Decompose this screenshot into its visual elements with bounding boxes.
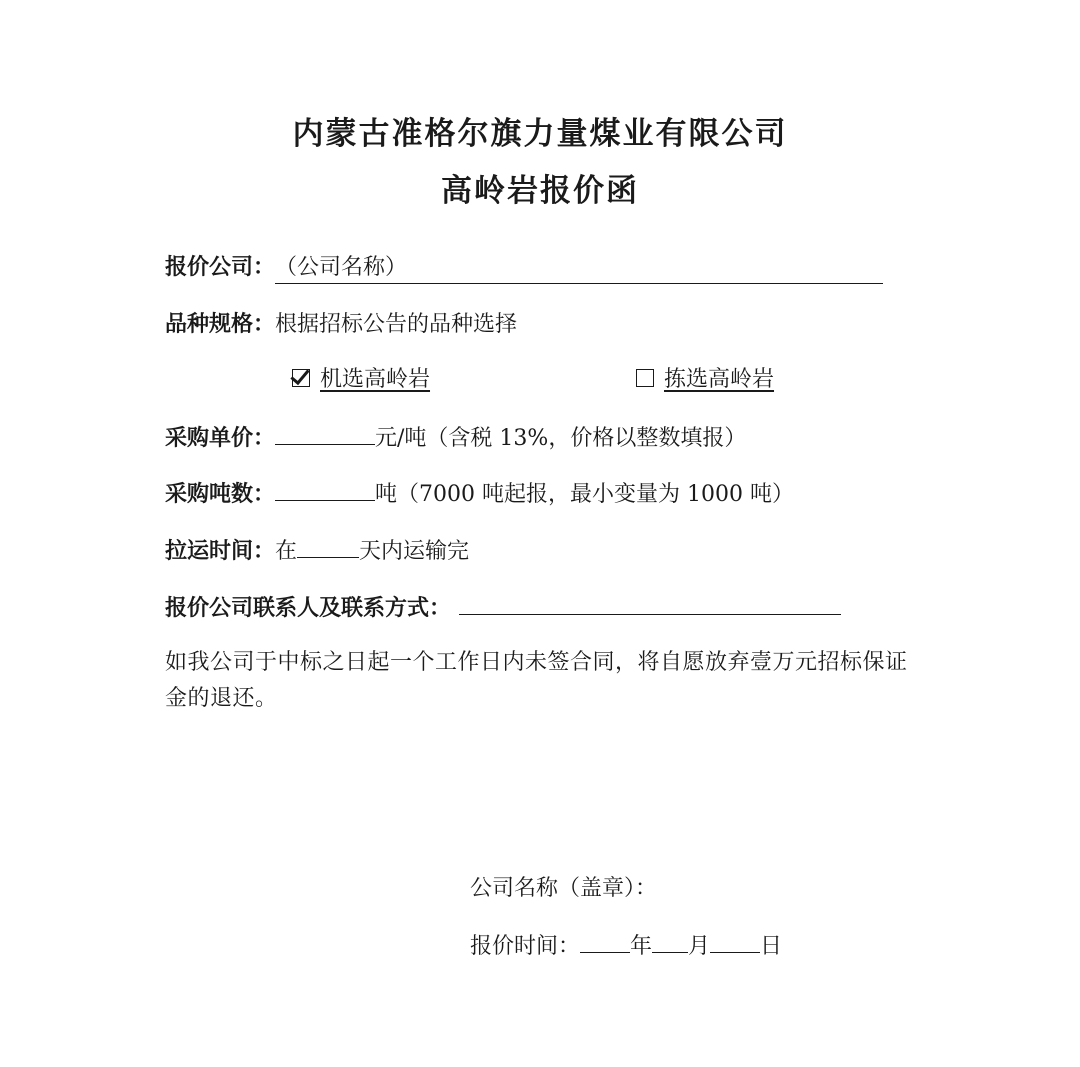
- tonnage-input[interactable]: [275, 478, 375, 501]
- contact-label: 报价公司联系人及联系方式：: [165, 595, 452, 621]
- haul-days-input[interactable]: [297, 535, 359, 558]
- haul-prefix: 在: [275, 539, 298, 564]
- signature-company: [470, 874, 657, 904]
- option-hand-label: 拣选高岭岩: [664, 367, 775, 392]
- option-machine-label: 机选高岭岩: [320, 367, 431, 392]
- month-label: 月: [688, 934, 711, 959]
- option-hand[interactable]: [636, 365, 774, 395]
- tonnage-suffix: 吨（7000 吨起报，最小变量为 1000 吨）: [375, 482, 794, 507]
- price-suffix: 元/吨（含税 13%，价格以整数填报）: [375, 426, 747, 451]
- quote-company-label: 报价公司：: [165, 254, 276, 280]
- checkbox-checked-icon[interactable]: [292, 369, 310, 387]
- haul-suffix: 天内运输完: [359, 539, 470, 564]
- haul-row: [165, 535, 469, 567]
- signature-date-row: [470, 930, 782, 962]
- price-row: [165, 422, 746, 454]
- quote-company-field[interactable]: [275, 253, 883, 284]
- option-machine[interactable]: [292, 365, 430, 395]
- month-input[interactable]: [652, 930, 688, 953]
- variety-value: 根据招标公告的品种选择: [275, 312, 518, 337]
- variety-label: 品种规格：: [165, 311, 276, 337]
- checkbox-unchecked-icon[interactable]: [636, 369, 654, 387]
- quote-company-value: （公司名称）: [275, 255, 408, 280]
- quote-company-row: [165, 252, 883, 284]
- contact-input[interactable]: [459, 592, 841, 615]
- contact-row: [165, 592, 841, 624]
- price-label: 采购单价：: [165, 425, 276, 451]
- variety-row: [165, 309, 517, 340]
- tonnage-row: [165, 478, 794, 510]
- year-input[interactable]: [580, 930, 630, 953]
- document-title: 高岭岩报价函: [441, 173, 639, 209]
- quote-time-label: 报价时间：: [470, 934, 581, 959]
- year-label: 年: [630, 934, 653, 959]
- tonnage-label: 采购吨数：: [165, 481, 276, 507]
- day-label: 日: [760, 934, 783, 959]
- commitment-paragraph: 如我公司于中标之日起一个工作日内未签合同，将自愿放弃壹万元招标保证金的退还。: [165, 650, 908, 711]
- haul-label: 拉运时间：: [165, 538, 276, 564]
- day-input[interactable]: [710, 930, 760, 953]
- price-input[interactable]: [275, 422, 375, 445]
- signature-company-label: 公司名称（盖章）：: [470, 876, 658, 901]
- company-title: 内蒙古准格尔旗力量煤业有限公司: [292, 116, 788, 152]
